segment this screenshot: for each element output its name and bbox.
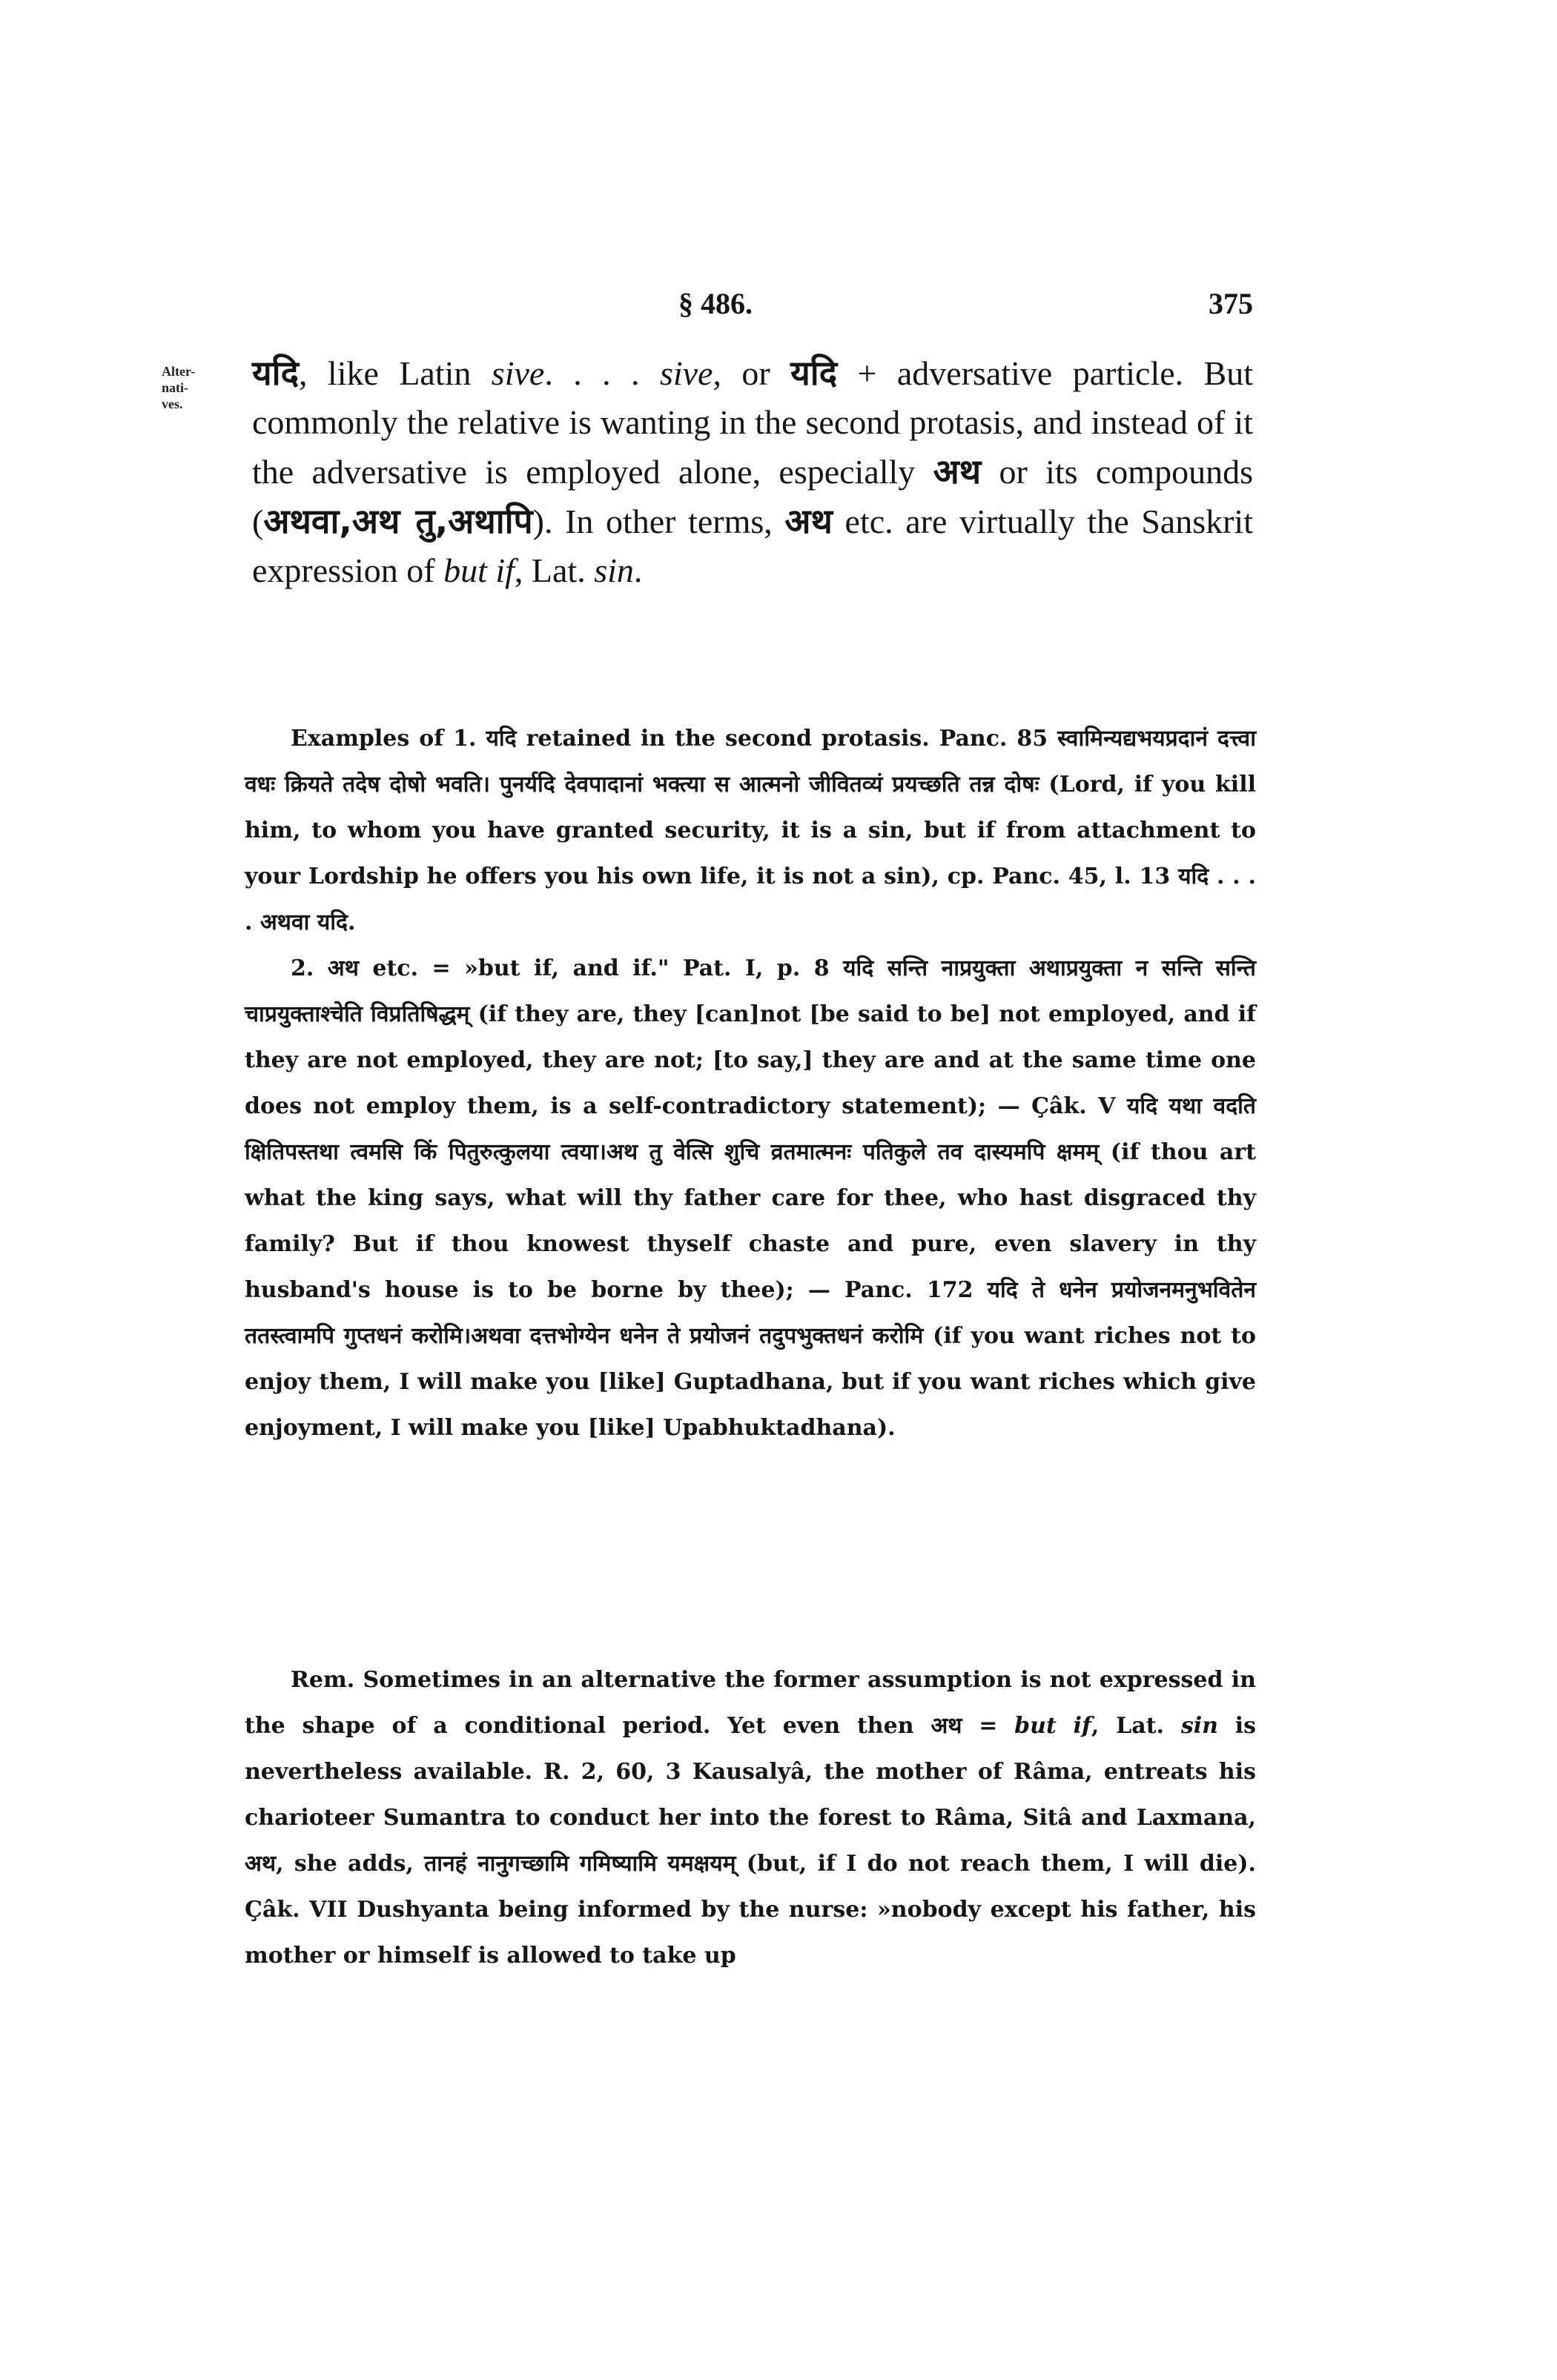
margin-note [162, 363, 243, 412]
section-number: § 486. [678, 287, 753, 320]
devanagari-term: यदि [252, 353, 300, 393]
italic-term: but if [1014, 1713, 1091, 1739]
devanagari-quote: स्वामिन्यद्यभयप्रदानं दत्त्वा वधः क्रियते तदेष दोषो भवति। पुनर्यदि देवपादानां भक्त्या स आत्मनो जीवितव्यं प्रयच्छति तन्न दोषः [245, 726, 1256, 798]
devanagari-term: अथवा यदि [260, 909, 348, 935]
devanagari-term: अथ [784, 501, 833, 541]
text-span: . . . . [544, 354, 660, 392]
remark-block [245, 1657, 1256, 1979]
text-span: Examples of 1. [291, 726, 486, 752]
text-span: . [633, 551, 643, 589]
example-1 [245, 716, 1256, 946]
devanagari-term: अथ [930, 1713, 962, 1739]
text-span: . [347, 909, 356, 935]
devanagari-quote: यदि सन्ति नाप्रयुक्ता अथाप्रयुक्ता न सन्ति सन्ति चाप्रयुक्ताश्चेति विप्रतिषिद्धम् [245, 955, 1256, 1027]
devanagari-term: यदि [1178, 864, 1209, 889]
main-paragraph-text [252, 348, 1253, 595]
text-span: retained in the second protasis. Panc. 85 [516, 726, 1058, 752]
margin-note-line: nati- [162, 380, 188, 395]
text-span: or its compounds ( [252, 453, 1253, 540]
text-span: + adversative particle. But commonly the relative is wanting in the second protasis, and instead of it the adversative is employed alone, especially [252, 354, 1254, 491]
italic-term: sin [1180, 1713, 1218, 1739]
text-span: , she adds, [276, 1851, 425, 1877]
main-paragraph [252, 348, 1253, 595]
devanagari-term: अथ [933, 451, 982, 491]
devanagari-quote: यदि ते धनेन प्रयोजनमनुभवितेन ततस्त्वामपि गुप्तधनं करोमि।अथवा दत्तभोग्येन धनेन ते प्रयोजनं तदुपभुक्तधनं करोमि [245, 1277, 1256, 1349]
text-span: etc. = »but if, and if." Pat. I, p. 8 [358, 955, 844, 981]
devanagari-term: यदि [790, 353, 838, 393]
text-span: etc. are virtually the Sanskrit expression of [252, 503, 1253, 589]
italic-term: sive [659, 354, 713, 392]
text-span: Rem. Sometimes in an alternative the former assumption is not expressed in the shape of a conditional period. Yet even then [245, 1667, 1256, 1739]
text-span: , like Latin [299, 354, 492, 392]
margin-note-line: ves. [162, 397, 183, 411]
text-span: (if thou art what the king says, what will thy father care for thee, who hast disgraced thy family? But if thou knowest thyself chaste and pure, even slavery in thy husband's house is to be borne by thee); — Panc. 172 [245, 1139, 1257, 1303]
text-span: , Lat. [514, 551, 595, 589]
examples-block [245, 716, 1256, 1451]
example-2 [245, 946, 1256, 1451]
devanagari-term: अथ [245, 1851, 277, 1877]
italic-term: sin [594, 551, 634, 589]
text-span: = [962, 1713, 1015, 1739]
devanagari-term: यदि [486, 726, 517, 752]
text-span: (if you want riches not to enjoy them, I will make you [like] Guptadhana, but if you want riches which give enjoyment, I will make you [like] Upabhuktadhana). [245, 1323, 1256, 1441]
devanagari-term: अथवा,अथ तु,अथापि [263, 501, 533, 541]
text-span: (but, if I do not reach them, I will die). Çâk. VII Dushyanta being informed by the nurse: »nobody except his father, his mother or himself is allowed to take up [245, 1851, 1256, 1969]
italic-term: sive [491, 354, 545, 392]
text-span: (if they are, they [can]not [be said to be] not employed, and if they are not employed, they are not; [to say,] they are and at the same time one does not employ them, is a self-contradictory statement); — Çâk. V [245, 1001, 1257, 1119]
text-span: , or [713, 354, 791, 392]
text-span: 2. [291, 955, 328, 981]
devanagari-quote: यदि यथा वदति क्षितिपस्तथा त्वमसि किं पितुरुत्कुलया त्वया।अथ तु वेत्सि शुचि व्रतमात्मनः पतिकुले तव दास्यमपि क्षमम् [245, 1093, 1256, 1165]
text-span: . . . . [245, 864, 1256, 935]
page-header [252, 286, 1253, 331]
margin-note-line: Alter- [162, 364, 196, 379]
text-span: is nevertheless available. R. 2, 60, 3 Kausalyâ, the mother of Râma, entreats his charioteer Sumantra to conduct her into the forest to Râma, Sitâ and Laxmana, [245, 1713, 1257, 1831]
text-span: , Lat. [1091, 1713, 1181, 1739]
text-span: ). In other terms, [532, 503, 785, 540]
devanagari-quote: तानहं नानुगच्छामि गमिष्यामि यमक्षयम् [424, 1851, 736, 1877]
devanagari-term: अथ [327, 955, 359, 981]
remark-paragraph [245, 1657, 1256, 1979]
text-span: (Lord, if you kill him, to whom you have granted security, it is a sin, but if from attachment to your Lordship he offers you his own life, it is not a sin), cp. Panc. 45, l. 13 [245, 772, 1256, 889]
page-number: 375 [1209, 287, 1253, 320]
italic-term: but if [443, 551, 515, 589]
